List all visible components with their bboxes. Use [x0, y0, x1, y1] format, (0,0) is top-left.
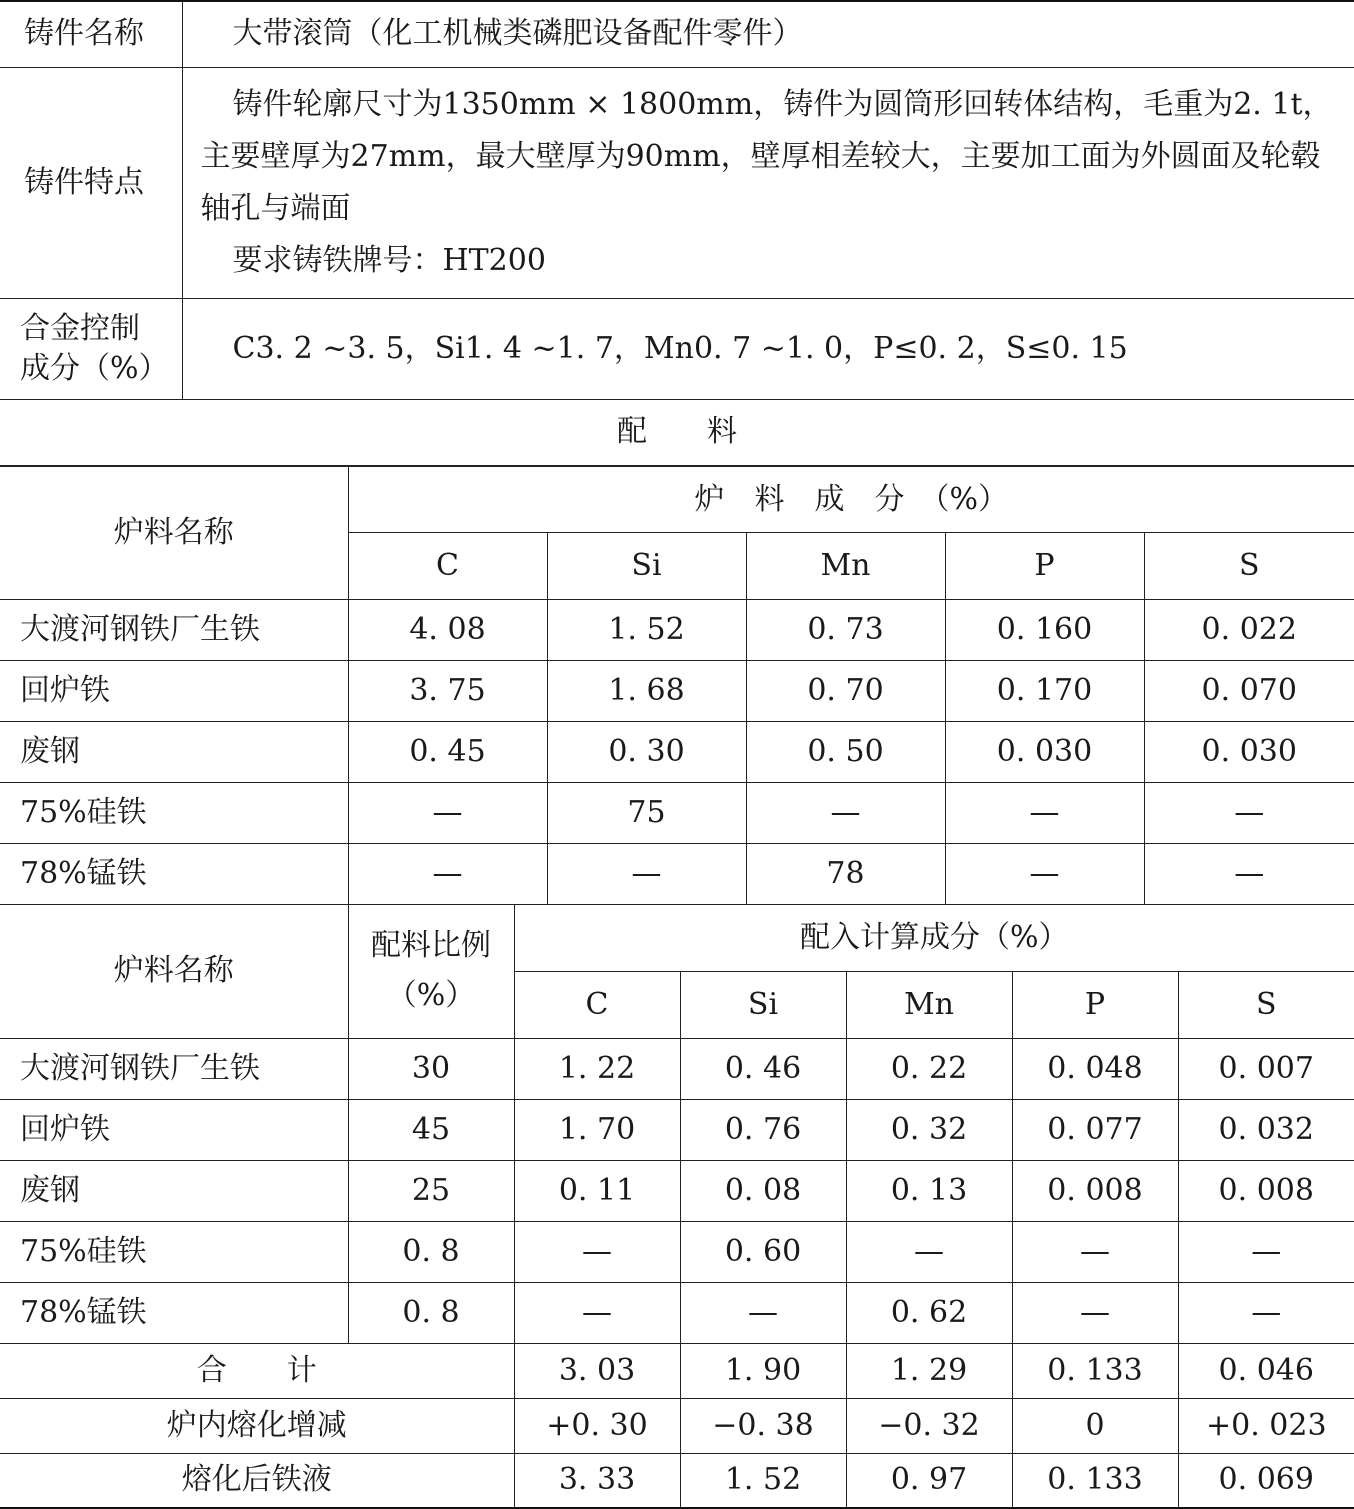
- table-row: [0, 1282, 1354, 1343]
- summary-cell: 1. 29: [846, 1343, 1012, 1398]
- calc-cell: 0. 22: [846, 1038, 1012, 1099]
- calc-cell: 0. 007: [1178, 1038, 1354, 1099]
- calc-cell: 0. 11: [514, 1160, 680, 1221]
- charge-name-header: 炉料名称: [0, 467, 348, 600]
- table-row: [0, 1099, 1354, 1160]
- calc-ratio-cell: 0. 8: [348, 1282, 514, 1343]
- charge-header-si: Si: [547, 533, 746, 600]
- charge-row-name: 75%硅铁: [0, 783, 348, 844]
- charge-header-mn: Mn: [746, 533, 945, 600]
- calc-cell: 0. 077: [1012, 1099, 1178, 1160]
- calc-cell: —: [514, 1221, 680, 1282]
- table-row: [0, 783, 1354, 844]
- casting-info-table: [0, 0, 1354, 400]
- summary-cell: 3. 33: [514, 1453, 680, 1508]
- section-title-table: [0, 400, 1354, 467]
- charge-cell: 1. 68: [547, 661, 746, 722]
- charge-composition-table: [0, 466, 1354, 905]
- casting-feature-row: [0, 67, 1354, 298]
- summary-cell: 0. 97: [846, 1453, 1012, 1508]
- charge-cell: 0. 30: [547, 722, 746, 783]
- alloy-label-line1: 合金控制: [20, 310, 140, 346]
- charge-cell: 4. 08: [348, 600, 547, 661]
- charge-row-name: 78%锰铁: [0, 844, 348, 905]
- charge-cell: 78: [746, 844, 945, 905]
- summary-row-final: [0, 1453, 1354, 1508]
- calc-cell: 0. 08: [680, 1160, 846, 1221]
- table-row: [0, 1038, 1354, 1099]
- summary-cell: 1. 52: [680, 1453, 846, 1508]
- calc-cell: 0. 008: [1178, 1160, 1354, 1221]
- calc-ratio-cell: 25: [348, 1160, 514, 1221]
- casting-name-value: 大带滚筒（化工机械类磷肥设备配件零件）: [182, 1, 1354, 67]
- casting-name-label: 铸件名称: [0, 1, 182, 67]
- calc-cell: 1. 70: [514, 1099, 680, 1160]
- charge-header-c: C: [348, 533, 547, 600]
- charge-cell: 0. 170: [945, 661, 1144, 722]
- casting-feature-cell: [182, 67, 1354, 298]
- charge-row-name: 废钢: [0, 722, 348, 783]
- table-row: [0, 661, 1354, 722]
- charge-row-name: 回炉铁: [0, 661, 348, 722]
- alloy-control-row: [0, 298, 1354, 399]
- summary-cell: 0. 133: [1012, 1343, 1178, 1398]
- charge-cell: 75: [547, 783, 746, 844]
- alloy-control-label: [0, 298, 182, 399]
- calc-row-name: 废钢: [0, 1160, 348, 1221]
- charge-cell: 0. 45: [348, 722, 547, 783]
- section-title: 配 料: [0, 400, 1354, 466]
- calc-cell: —: [846, 1221, 1012, 1282]
- calc-header-p: P: [1012, 971, 1178, 1038]
- summary-cell: −0. 32: [846, 1398, 1012, 1453]
- alloy-control-value: C3. 2 ~3. 5，Si1. 4 ~1. 7，Mn0. 7 ~1. 0，P≤0. 2，S≤0. 15: [182, 298, 1354, 399]
- calc-cell: —: [1012, 1221, 1178, 1282]
- calc-name-header: 炉料名称: [0, 905, 348, 1038]
- calc-row-name: 78%锰铁: [0, 1282, 348, 1343]
- charge-cell: —: [1144, 783, 1354, 844]
- table-row: [0, 844, 1354, 905]
- casting-feature-label: 铸件特点: [0, 67, 182, 298]
- charge-cell: 0. 50: [746, 722, 945, 783]
- summary-cell: 0. 046: [1178, 1343, 1354, 1398]
- calc-row-name: 大渡河钢铁厂生铁: [0, 1038, 348, 1099]
- calc-ratio-header-line2: （%）: [386, 978, 476, 1014]
- calc-ratio-cell: 0. 8: [348, 1221, 514, 1282]
- calc-cell: 1. 22: [514, 1038, 680, 1099]
- calc-group-header: 配入计算成分（%）: [514, 905, 1354, 971]
- charge-header-p: P: [945, 533, 1144, 600]
- table-row: [0, 722, 1354, 783]
- calc-ratio-header-line1: 配料比例: [371, 928, 491, 964]
- summary-cell: 0. 133: [1012, 1453, 1178, 1508]
- summary-cell: +0. 30: [514, 1398, 680, 1453]
- summary-label: 熔化后铁液: [0, 1453, 514, 1508]
- charge-cell: —: [945, 844, 1144, 905]
- charge-cell: —: [746, 783, 945, 844]
- table-row: [0, 1221, 1354, 1282]
- charge-cell: 3. 75: [348, 661, 547, 722]
- casting-feature-text: 铸件轮廓尺寸为1350mm × 1800mm，铸件为圆筒形回转体结构，毛重为2. 1t，主要壁厚为27mm，最大壁厚为90mm，壁厚相差较大，主要加工面为外圆面及轮毂轴孔与端面: [200, 86, 1333, 226]
- charge-cell: 1. 52: [547, 600, 746, 661]
- casting-name-row: [0, 1, 1354, 67]
- charge-header-s: S: [1144, 533, 1354, 600]
- charge-cell: 0. 030: [1144, 722, 1354, 783]
- calc-cell: 0. 32: [846, 1099, 1012, 1160]
- table-row: [0, 600, 1354, 661]
- summary-label: 合 计: [0, 1343, 514, 1398]
- summary-cell: +0. 023: [1178, 1398, 1354, 1453]
- summary-cell: 0: [1012, 1398, 1178, 1453]
- summary-row-total: [0, 1343, 1354, 1398]
- calc-cell: 0. 032: [1178, 1099, 1354, 1160]
- charge-cell: —: [547, 844, 746, 905]
- calc-cell: 0. 62: [846, 1282, 1012, 1343]
- charge-cell: —: [945, 783, 1144, 844]
- table-row: [0, 1160, 1354, 1221]
- calc-header-mn: Mn: [846, 971, 1012, 1038]
- summary-cell: 3. 03: [514, 1343, 680, 1398]
- calc-cell: —: [514, 1282, 680, 1343]
- calc-cell: 0. 13: [846, 1160, 1012, 1221]
- calc-header-c: C: [514, 971, 680, 1038]
- charge-cell: 0. 73: [746, 600, 945, 661]
- calc-cell: 0. 60: [680, 1221, 846, 1282]
- calc-ratio-header: [348, 905, 514, 1038]
- calc-header-si: Si: [680, 971, 846, 1038]
- calc-cell: 0. 46: [680, 1038, 846, 1099]
- summary-label: 炉内熔化增减: [0, 1398, 514, 1453]
- charge-cell: —: [348, 844, 547, 905]
- calc-ratio-cell: 45: [348, 1099, 514, 1160]
- calc-cell: 0. 048: [1012, 1038, 1178, 1099]
- charge-group-header: 炉 料 成 分 （%）: [348, 467, 1354, 533]
- charge-cell: 0. 030: [945, 722, 1144, 783]
- charge-cell: 0. 070: [1144, 661, 1354, 722]
- calc-header-s: S: [1178, 971, 1354, 1038]
- charge-row-name: 大渡河钢铁厂生铁: [0, 600, 348, 661]
- calc-cell: —: [1178, 1282, 1354, 1343]
- summary-cell: 0. 069: [1178, 1453, 1354, 1508]
- summary-cell: 1. 90: [680, 1343, 846, 1398]
- calc-cell: 0. 008: [1012, 1160, 1178, 1221]
- calc-cell: —: [680, 1282, 846, 1343]
- alloy-label-line2: 成分（%）: [20, 350, 169, 386]
- calc-ratio-cell: 30: [348, 1038, 514, 1099]
- casting-feature-grade: 要求铸铁牌号：HT200: [232, 242, 546, 278]
- calc-cell: —: [1178, 1221, 1354, 1282]
- calc-cell: —: [1012, 1282, 1178, 1343]
- charge-cell: 0. 70: [746, 661, 945, 722]
- summary-row-change: [0, 1398, 1354, 1453]
- charge-cell: 0. 160: [945, 600, 1144, 661]
- calculated-composition-table: [0, 905, 1354, 1509]
- calc-cell: 0. 76: [680, 1099, 846, 1160]
- summary-cell: −0. 38: [680, 1398, 846, 1453]
- charge-cell: —: [1144, 844, 1354, 905]
- calc-row-name: 75%硅铁: [0, 1221, 348, 1282]
- charge-cell: —: [348, 783, 547, 844]
- charge-cell: 0. 022: [1144, 600, 1354, 661]
- calc-row-name: 回炉铁: [0, 1099, 348, 1160]
